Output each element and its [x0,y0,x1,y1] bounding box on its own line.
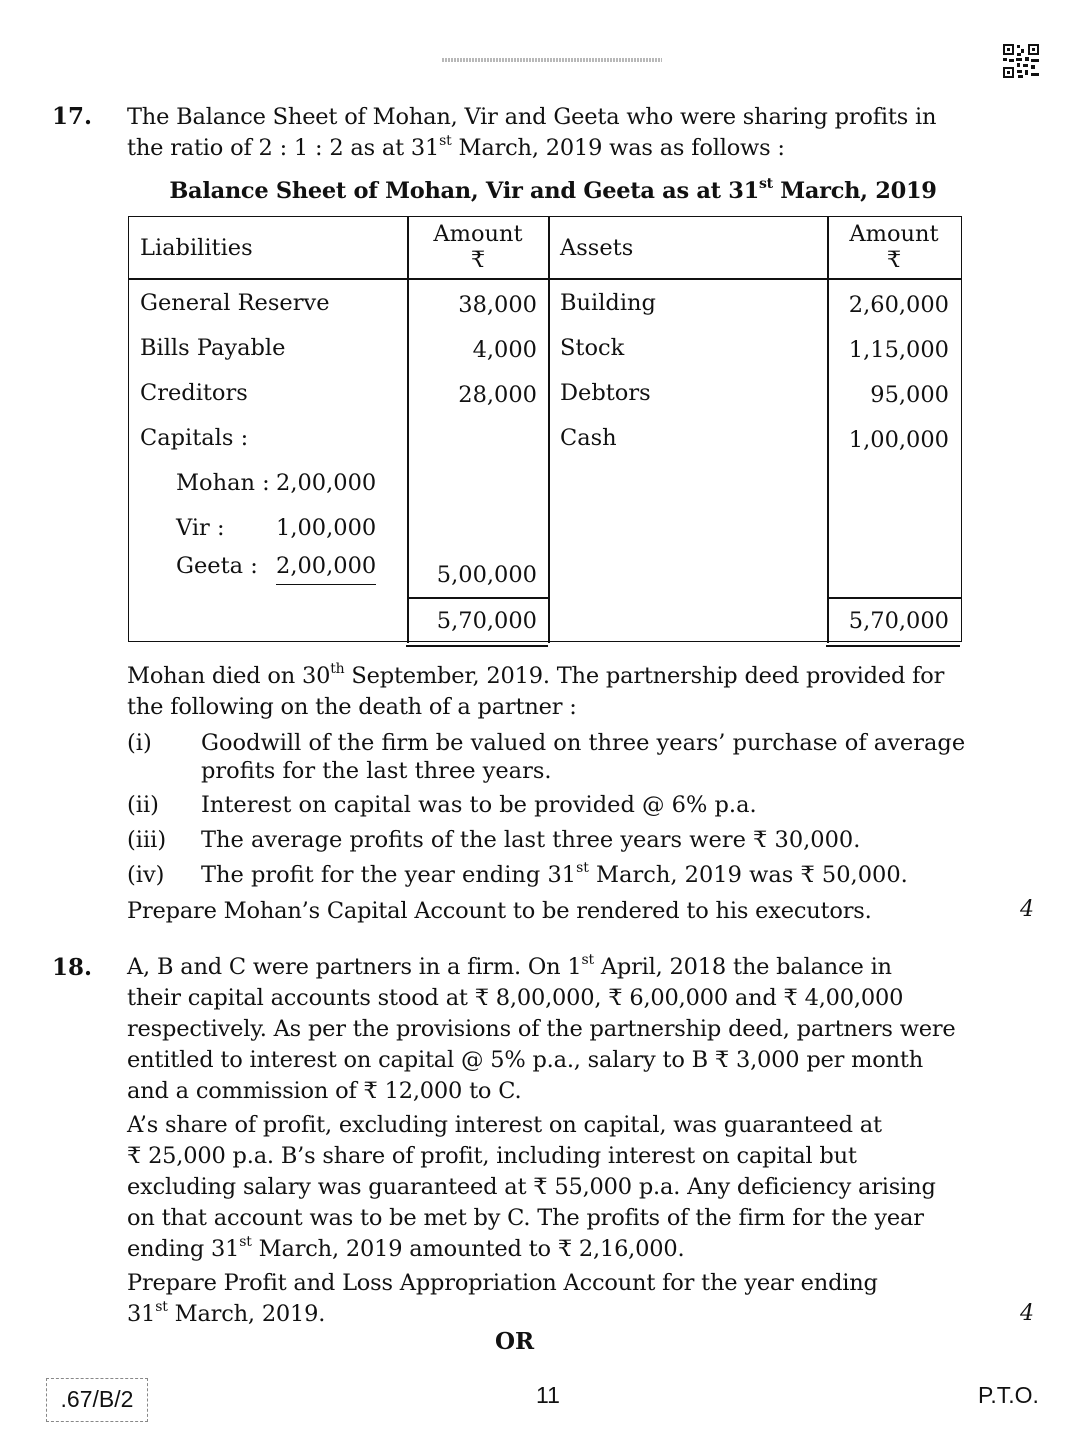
capital-name: Vir : [176,515,225,541]
asset-amount: 1,15,000 [848,337,949,363]
rupee-icon: ₹ [886,247,902,273]
qr-code-icon [1003,44,1039,78]
total-liabilities: 5,70,000 [436,608,537,634]
total-line-liabilities [407,597,549,599]
asset-amount: 2,60,000 [848,292,949,318]
header-amount-assets: Amount ₹ [827,221,961,273]
liability-amount: 4,000 [472,337,537,363]
q18-paragraph-3: Prepare Profit and Loss Appropriation Account for the year ending 31st March, 2019. [127,1270,878,1327]
rupee-icon: ₹ [470,247,486,273]
total-assets: 5,70,000 [848,608,949,634]
security-microtext [442,58,662,62]
question-number-17: 17. [52,103,93,130]
q18-paragraph-2: A’s share of profit, excluding interest on capital, was guaranteed at ₹ 25,000 p.a. B’s share of profit, including interest on capital but excluding salary was guaranteed at ₹ 55,000 p.a. Any deficiency arising on that account was to be met by C. The profits of the firm for the year ending 31st March, 2019 amounted to ₹ 2,16,000. [127,1112,936,1262]
q17-intro [127,102,979,164]
capital-name: Mohan : [176,470,270,496]
asset-label: Stock [560,335,625,361]
liability-label-capitals: Capitals : [140,425,249,451]
liability-amount: 38,000 [458,292,537,318]
or-separator: OR [495,1328,535,1355]
q17-instruction: Prepare Mohan’s Capital Account to be rendered to his executors. [127,898,872,924]
liability-label: General Reserve [140,290,330,316]
q18-paragraph-1: A, B and C were partners in a firm. On 1st April, 2018 the balance in their capital accounts stood at ₹ 8,00,000, ₹ 6,00,000 and ₹ 4,00,000 respectively. As per the provisions of the partnership deed, partners were entitled to interest on capital @ 5% p.a., salary to B ₹ 3,000 per month and a commission of ₹ 12,000 to C. [127,951,956,1104]
paper-code-box: .67/B/2 [46,1378,148,1422]
asset-label: Debtors [560,380,651,406]
liability-amount: 28,000 [458,382,537,408]
capital-amount: 2,00,000 [276,552,376,585]
liability-label: Bills Payable [140,335,286,361]
header-divider [129,278,961,280]
asset-amount: 95,000 [870,382,949,408]
capital-name: Geeta : [176,553,258,579]
q17-death-paragraph: Mohan died on 30th September, 2019. The partnership deed provided for the following on the death of a partner : [127,660,945,720]
header-amount-liabilities: Amount ₹ [407,221,549,273]
question-number-18: 18. [52,954,93,981]
asset-label: Cash [560,425,617,451]
column-divider [548,217,550,643]
capital-amount: 1,00,000 [276,515,377,541]
double-underline [406,645,548,647]
q17-marks: 4 [1020,897,1034,922]
asset-amount: 1,00,000 [848,427,949,453]
header-assets: Assets [560,235,634,261]
total-line-assets [827,597,961,599]
q17-intro-line1: The Balance Sheet of Mohan, Vir and Geeta who were sharing profits in [127,104,937,130]
capital-amount: 2,00,000 [276,470,377,496]
balance-sheet-title: Balance Sheet of Mohan, Vir and Geeta as at 31st March, 2019 [169,175,937,204]
liability-label: Creditors [140,380,248,406]
asset-label: Building [560,290,656,316]
please-turn-over: P.T.O. [978,1382,1039,1408]
q17-intro-line2: the ratio of 2 : 1 : 2 as at 31st March, 2019 was as follows : [127,132,785,161]
capitals-total: 5,00,000 [436,562,537,588]
q18-marks: 4 [1020,1301,1034,1326]
header-liabilities: Liabilities [140,235,253,261]
double-underline [826,645,960,647]
balance-sheet-table [128,216,962,642]
page-number: 11 [536,1382,560,1408]
